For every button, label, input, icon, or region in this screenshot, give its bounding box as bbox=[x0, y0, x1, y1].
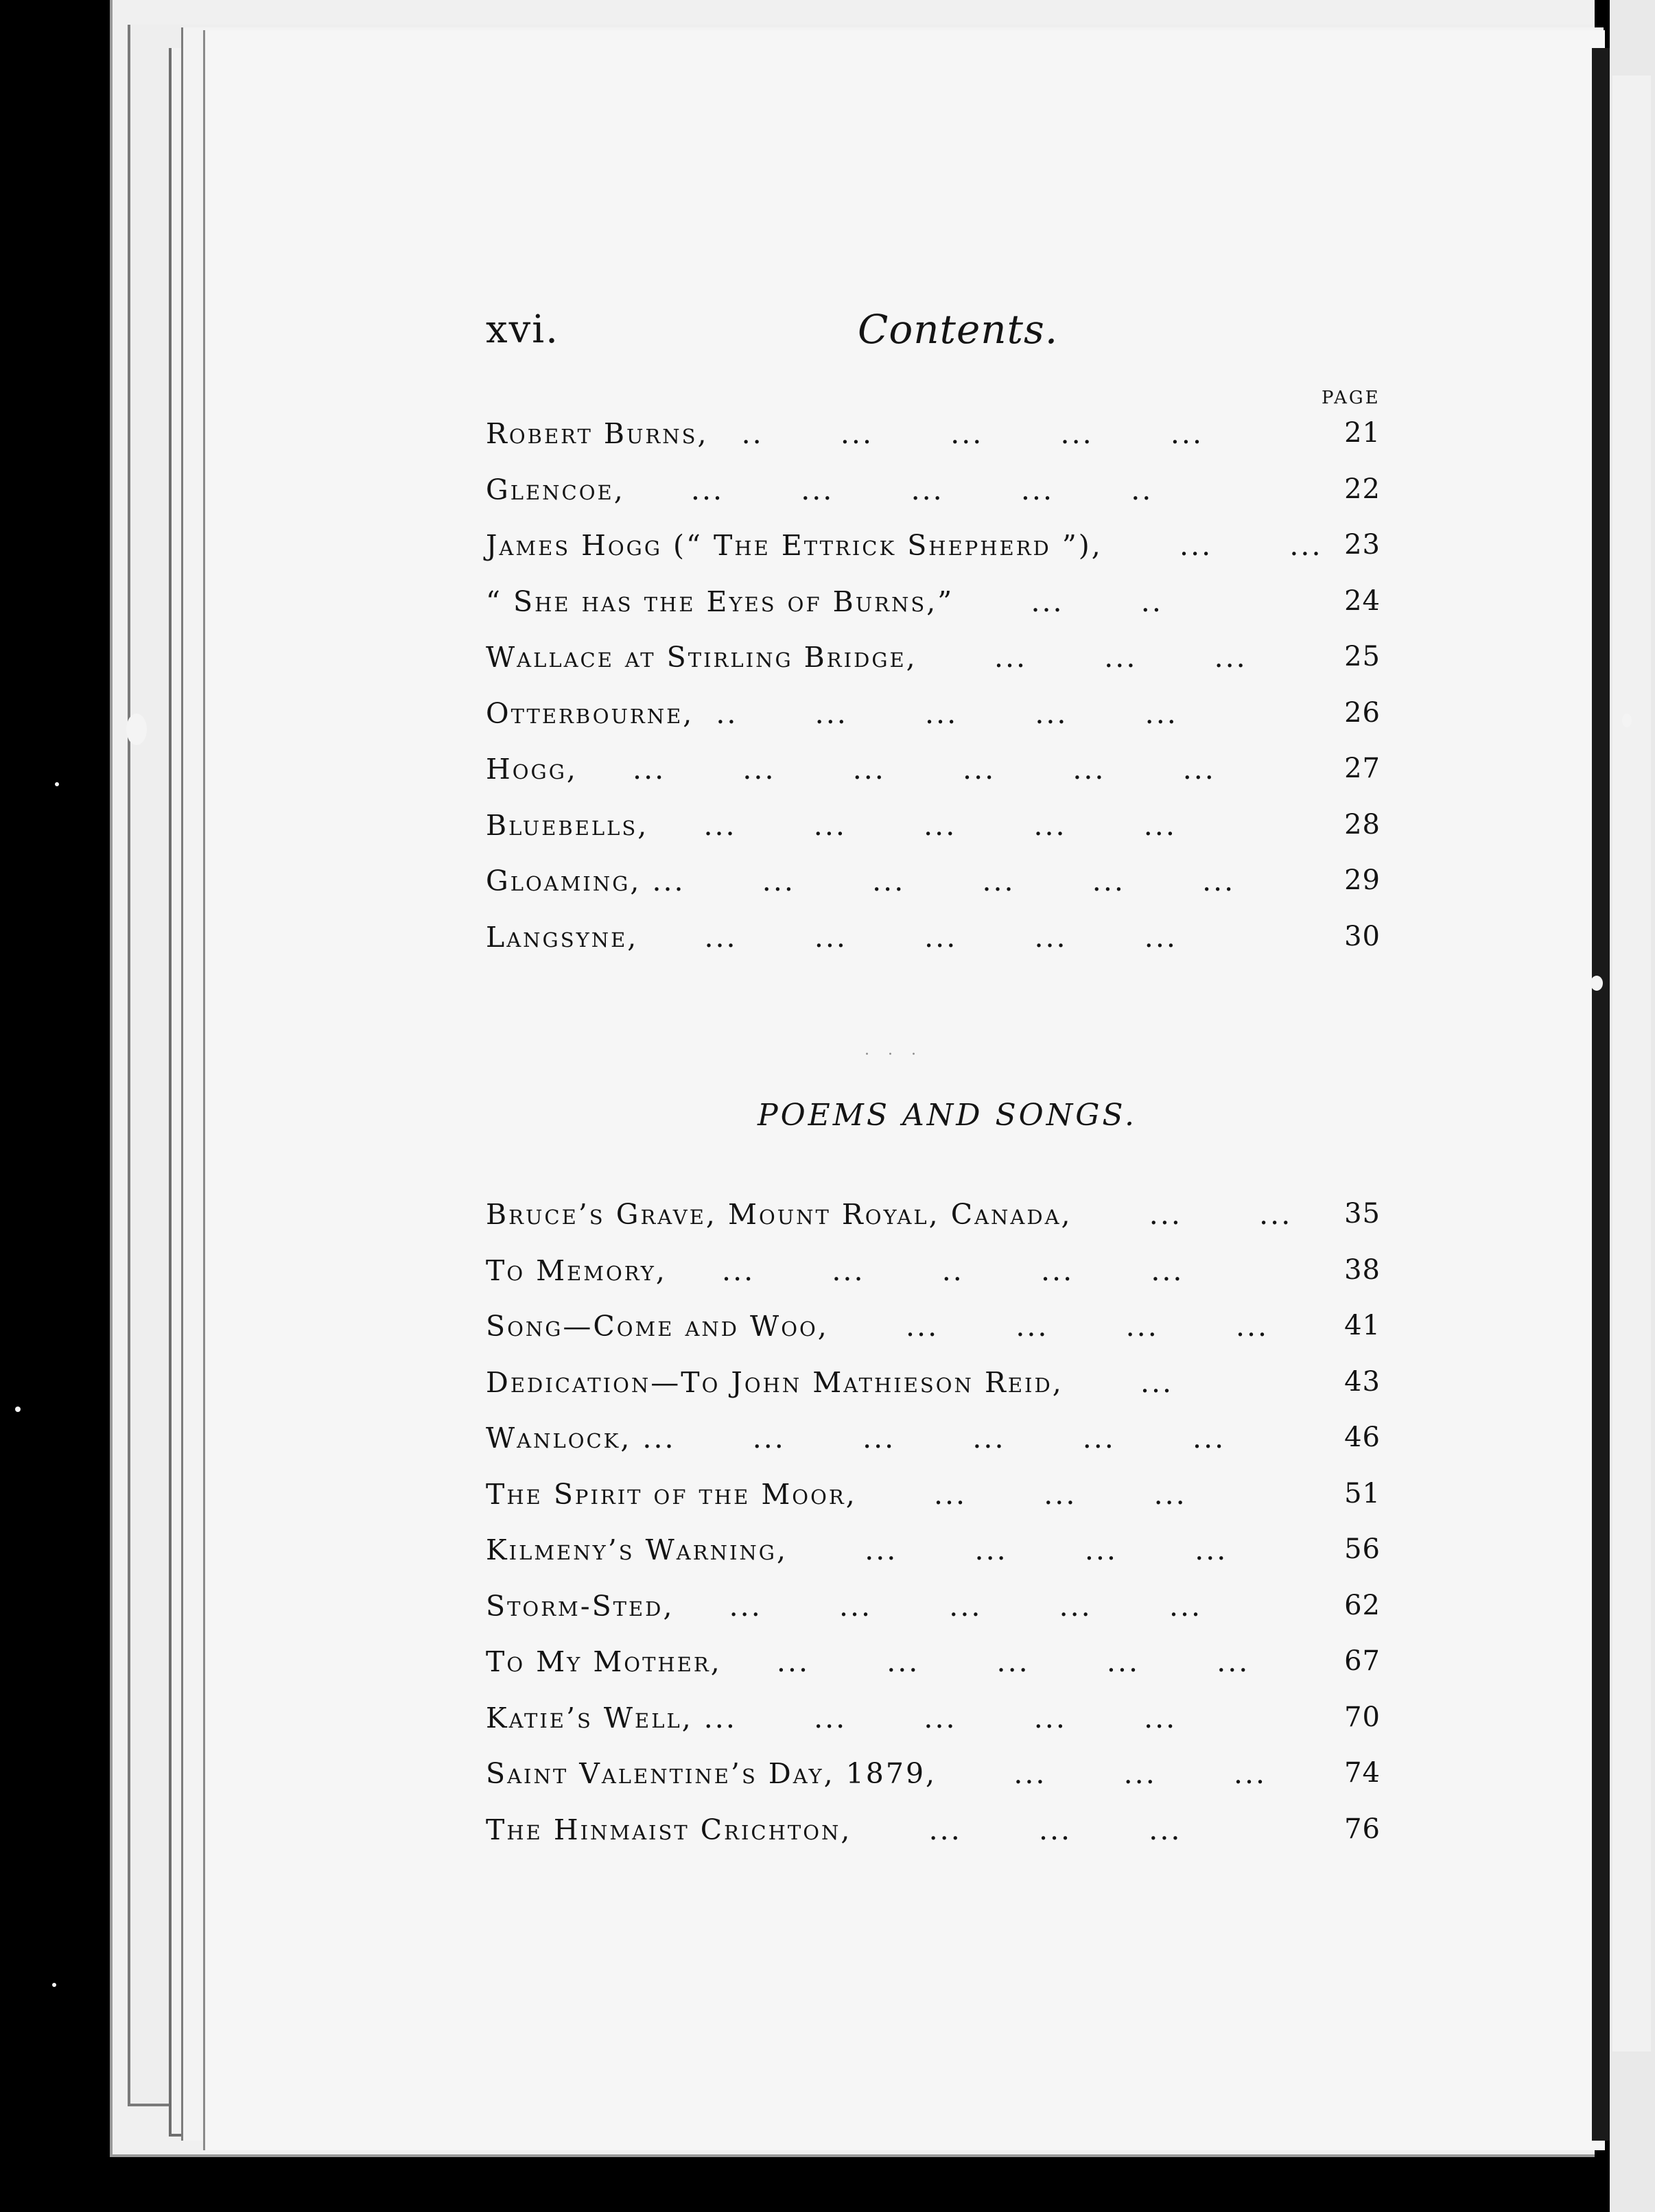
page-title: Contents. bbox=[858, 306, 1059, 353]
entry-page-number: 67 bbox=[1344, 1645, 1381, 1677]
entry-title: Song—Come and Woo, ... ... ... ... bbox=[486, 1310, 1269, 1343]
contents-entry bbox=[486, 915, 1381, 972]
contents-entry bbox=[486, 1584, 1381, 1640]
page-number: xvi. bbox=[486, 307, 559, 352]
entry-page-number: 29 bbox=[1344, 864, 1381, 896]
contents-entry bbox=[486, 859, 1381, 915]
contents-entry bbox=[486, 1472, 1381, 1529]
contents-entry bbox=[486, 580, 1381, 636]
entry-page-number: 30 bbox=[1344, 920, 1381, 952]
entry-page-number: 26 bbox=[1344, 696, 1381, 729]
entry-title: James Hogg (“ The Ettrick Shepherd ”), ... ... bbox=[486, 529, 1323, 562]
entry-title: Katie’s Well, ... ... ... ... ... bbox=[486, 1701, 1177, 1734]
entry-title: Otterbourne, .. ... ... ... ... bbox=[486, 696, 1178, 730]
entry-page-number: 41 bbox=[1344, 1310, 1381, 1341]
contents-entry bbox=[486, 635, 1381, 692]
entry-page-number: 46 bbox=[1344, 1422, 1381, 1453]
contents-entry bbox=[486, 1528, 1381, 1584]
entry-page-number: 24 bbox=[1344, 585, 1381, 617]
entry-page-number: 43 bbox=[1344, 1365, 1381, 1398]
contents-entry bbox=[486, 468, 1381, 524]
entry-title: Langsyne, ... ... ... ... ... bbox=[486, 920, 1177, 954]
entry-title: To Memory, ... ... .. ... ... bbox=[486, 1254, 1184, 1287]
entry-page-number: 27 bbox=[1344, 753, 1381, 784]
entry-page-number: 21 bbox=[1344, 417, 1381, 449]
contents-list-first bbox=[486, 412, 1381, 971]
contents-entry bbox=[486, 1304, 1381, 1361]
entry-title: Hogg, ... ... ... ... ... ... bbox=[486, 753, 1216, 786]
entry-title: Wallace at Stirling Bridge, ... ... ... bbox=[486, 641, 1247, 674]
entry-page-number: 22 bbox=[1344, 473, 1381, 505]
entry-title: The Spirit of the Moor, ... ... ... bbox=[486, 1477, 1187, 1511]
entry-page-number: 74 bbox=[1344, 1757, 1381, 1789]
contents-entry bbox=[486, 747, 1381, 803]
contents-entry bbox=[486, 803, 1381, 860]
page-column-label: PAGE bbox=[1322, 388, 1381, 408]
entry-title: Bruce’s Grave, Mount Royal, Canada, ... ... bbox=[486, 1198, 1293, 1231]
entry-title: Kilmeny’s Warning, ... ... ... ... bbox=[486, 1533, 1228, 1566]
entry-title: Robert Burns, .. ... ... ... ... bbox=[486, 417, 1204, 450]
contents-entry bbox=[486, 1249, 1381, 1305]
contents-entry bbox=[486, 412, 1381, 468]
entry-title: Bluebells, ... ... ... ... ... bbox=[486, 808, 1177, 842]
contents-entry bbox=[486, 1640, 1381, 1696]
entry-page-number: 23 bbox=[1344, 529, 1381, 561]
entry-title: The Hinmaist Crichton, ... ... ... bbox=[486, 1813, 1182, 1846]
entry-page-number: 62 bbox=[1344, 1589, 1381, 1621]
entry-title: Storm-Sted, ... ... ... ... ... bbox=[486, 1589, 1203, 1623]
entry-page-number: 28 bbox=[1344, 808, 1381, 840]
entry-title: Wanlock, ... ... ... ... ... ... bbox=[486, 1422, 1226, 1455]
contents-list-poems-and-songs bbox=[486, 1192, 1381, 1863]
contents-entry bbox=[486, 1696, 1381, 1752]
entry-page-number: 70 bbox=[1344, 1701, 1381, 1733]
contents-entry bbox=[486, 1752, 1381, 1808]
entry-title: “ She has the Eyes of Burns,” ... .. bbox=[486, 585, 1163, 618]
contents-entry bbox=[486, 1808, 1381, 1864]
entry-title: Saint Valentine’s Day, 1879, ... ... ... bbox=[486, 1757, 1267, 1790]
ornament-dots: . . . bbox=[865, 1042, 923, 1059]
contents-entry bbox=[486, 523, 1381, 580]
entry-page-number: 51 bbox=[1344, 1477, 1381, 1509]
entry-page-number: 76 bbox=[1344, 1813, 1381, 1845]
entry-page-number: 38 bbox=[1344, 1254, 1381, 1286]
entry-page-number: 35 bbox=[1344, 1198, 1381, 1229]
entry-title: Dedication—To John Mathieson Reid, ... bbox=[486, 1365, 1174, 1399]
contents-entry bbox=[486, 1416, 1381, 1472]
contents-entry bbox=[486, 1192, 1381, 1249]
contents-entry bbox=[486, 692, 1381, 748]
entry-page-number: 56 bbox=[1344, 1533, 1381, 1565]
entry-title: To My Mother, ... ... ... ... ... bbox=[486, 1645, 1250, 1678]
entry-title: Gloaming, ... ... ... ... ... ... bbox=[486, 864, 1236, 897]
section-title-poems-and-songs: POEMS AND SONGS. bbox=[758, 1098, 1137, 1133]
entry-page-number: 25 bbox=[1344, 641, 1381, 672]
entry-title: Glencoe, ... ... ... ... .. bbox=[486, 473, 1153, 506]
contents-entry bbox=[486, 1361, 1381, 1417]
